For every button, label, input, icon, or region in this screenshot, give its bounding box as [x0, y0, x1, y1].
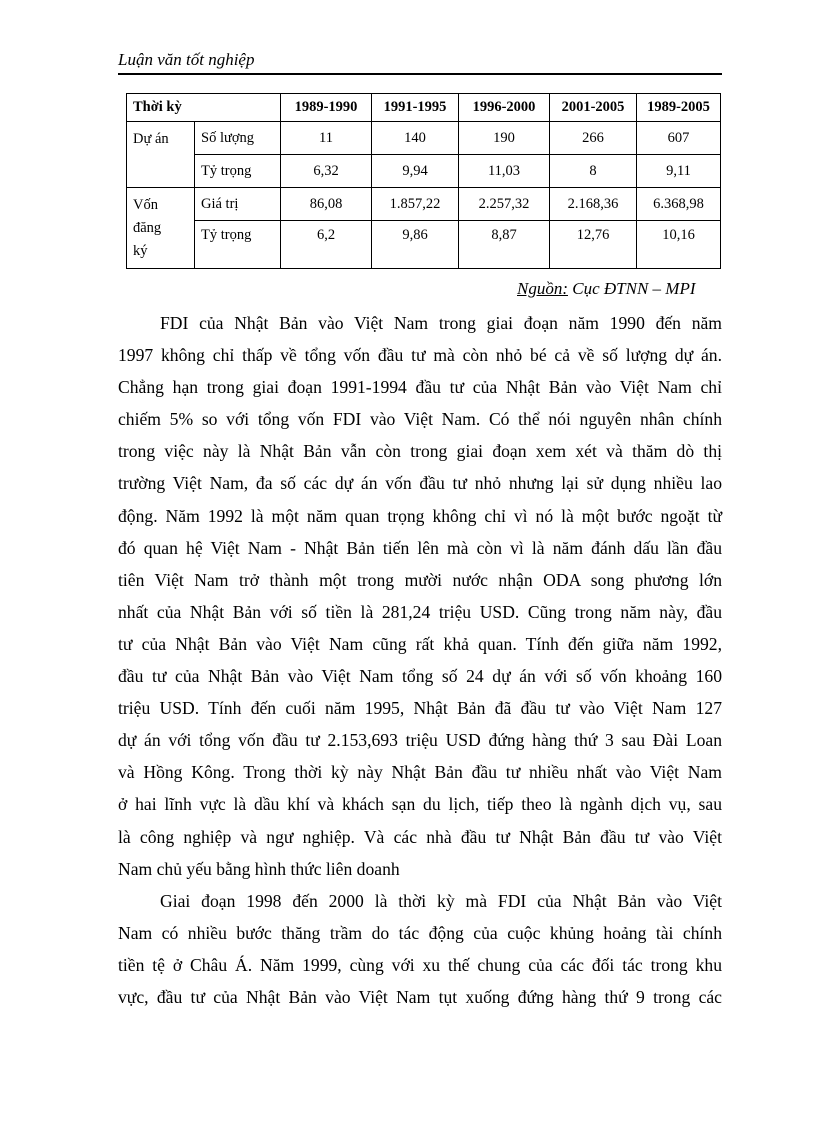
paragraph-line: dự án với tổng vốn đầu tư 2.153,693 triệu USD đứng hàng thứ 3 sau Đài Loan	[118, 730, 722, 751]
paragraph-line: Giai đoạn 1998 đến 2000 là thời kỳ mà FDI của Nhật Bản vào Việt	[160, 890, 722, 911]
table-cell: 1.857,22	[372, 188, 459, 221]
fdi-table	[126, 93, 721, 269]
paragraph-line: tiền tệ ở Châu Á. Năm 1999, cùng với xu thế chung của các đối tác trong khu	[118, 954, 722, 975]
header-cell: 1989-2005	[637, 94, 721, 122]
group-label-line: đăng	[133, 220, 162, 236]
table-cell: 6.368,98	[637, 188, 721, 221]
paragraph-line: vực, đầu tư của Nhật Bản vào Việt Nam tụt xuống đứng hàng thứ 9 trong các	[118, 986, 722, 1007]
header-title: Luận văn tốt nghiệp	[118, 50, 255, 69]
table-cell: 2.257,32	[459, 188, 550, 221]
source-text: Cục ĐTNN – MPI	[568, 279, 696, 298]
paragraph-line: Nam chủ yếu bằng hình thức liên doanh	[118, 858, 400, 879]
row-label: Số lượng	[195, 122, 281, 155]
table-cell: 140	[372, 122, 459, 155]
body-text	[118, 307, 722, 1013]
page-header	[118, 49, 722, 75]
group-label-line: Vốn	[133, 197, 158, 213]
table-cell: 10,16	[637, 221, 721, 269]
paragraph-line: ở hai lĩnh vực là dầu khí và khách sạn du lịch, tiếp theo là ngành dịch vụ, sau	[118, 794, 722, 815]
table-cell: 6,32	[281, 155, 372, 188]
paragraph-line: đó quan hệ Việt Nam - Nhật Bản tiến lên mà còn vì là năm đánh dấu lần đầu	[118, 537, 722, 558]
paragraph-line: đầu tư của Nhật Bản vào Việt Nam tổng số 24 dự án với số vốn khoảng 160	[118, 666, 722, 687]
table-row	[127, 155, 721, 188]
header-cell: 1991-1995	[372, 94, 459, 122]
table-row	[127, 188, 721, 221]
table-cell: 8	[550, 155, 637, 188]
table-cell: 607	[637, 122, 721, 155]
row-label: Tỷ trọng	[195, 221, 281, 269]
table-source	[517, 279, 696, 299]
row-label: Tỷ trọng	[195, 155, 281, 188]
header-cell: 1996-2000	[459, 94, 550, 122]
paragraph-line: động. Năm 1992 là một năm quan trọng không chỉ vì nó là một bước ngoặt từ	[118, 505, 722, 526]
table-cell: 6,2	[281, 221, 372, 269]
table-cell: 266	[550, 122, 637, 155]
table-cell: 11,03	[459, 155, 550, 188]
table-row	[127, 221, 721, 269]
table-cell: 190	[459, 122, 550, 155]
table-cell: 9,86	[372, 221, 459, 269]
table-cell: 8,87	[459, 221, 550, 269]
header-cell: 1989-1990	[281, 94, 372, 122]
paragraph-line: FDI của Nhật Bản vào Việt Nam trong giai đoạn năm 1990 đến năm	[160, 313, 722, 333]
table-cell: 86,08	[281, 188, 372, 221]
paragraph-line: nhất của Nhật Bản với số tiền là 281,24 triệu USD. Cũng trong năm này, đầu	[118, 601, 722, 622]
table-row	[127, 122, 721, 155]
paragraph-line: và Hồng Kông. Trong thời kỳ này Nhật Bản đầu tư nhiều nhất vào Việt Nam	[118, 762, 722, 783]
paragraph-line: trong việc này là Nhật Bản vẫn còn trong giai đoạn xem xét và thăm dò thị	[118, 441, 722, 462]
table-cell: 2.168,36	[550, 188, 637, 221]
group-label-capital	[127, 188, 195, 269]
source-label: Nguồn:	[517, 279, 568, 298]
header-cell-period: Thời kỳ	[127, 94, 281, 122]
paragraph-line: 1997 không chỉ thấp về tổng vốn đầu tư mà còn nhỏ bé cả về số lượng dự án.	[118, 345, 722, 366]
table-cell: 11	[281, 122, 372, 155]
paragraph-line: là công nghiệp và ngư nghiệp. Và các nhà đầu tư Nhật Bản đầu tư vào Việt	[118, 826, 722, 847]
header-cell: 2001-2005	[550, 94, 637, 122]
table-cell: 9,94	[372, 155, 459, 188]
table-cell: 12,76	[550, 221, 637, 269]
paragraph-line: triệu USD. Tính đến cuối năm 1995, Nhật Bản đã đầu tư vào Việt Nam 127	[118, 698, 722, 719]
paragraph-line: tiên Việt Nam trở thành một trong mười nước nhận ODA song phương lớn	[118, 569, 722, 590]
paragraph-line: chiếm 5% so với tổng vốn FDI vào Việt Nam. Có thể nói nguyên nhân chính	[118, 409, 722, 430]
row-label: Giá trị	[195, 188, 281, 221]
table-header-row	[127, 94, 721, 122]
table-cell: 9,11	[637, 155, 721, 188]
group-label-line: ký	[133, 243, 148, 259]
paragraph-line: tư của Nhật Bản vào Việt Nam cũng rất khả quan. Tính đến giữa năm 1992,	[118, 633, 722, 654]
paragraph-line: Nam có nhiều bước thăng trầm do tác động của cuộc khủng hoảng tài chính	[118, 922, 722, 943]
group-label-projects: Dự án	[127, 122, 195, 188]
paragraph-line: trường Việt Nam, đa số các dự án vốn đầu tư nhỏ nhưng lại sử dụng nhiều lao	[118, 473, 722, 494]
paragraph-line: Chẳng hạn trong giai đoạn 1991-1994 đầu tư của Nhật Bản vào Việt Nam chỉ	[118, 377, 722, 398]
